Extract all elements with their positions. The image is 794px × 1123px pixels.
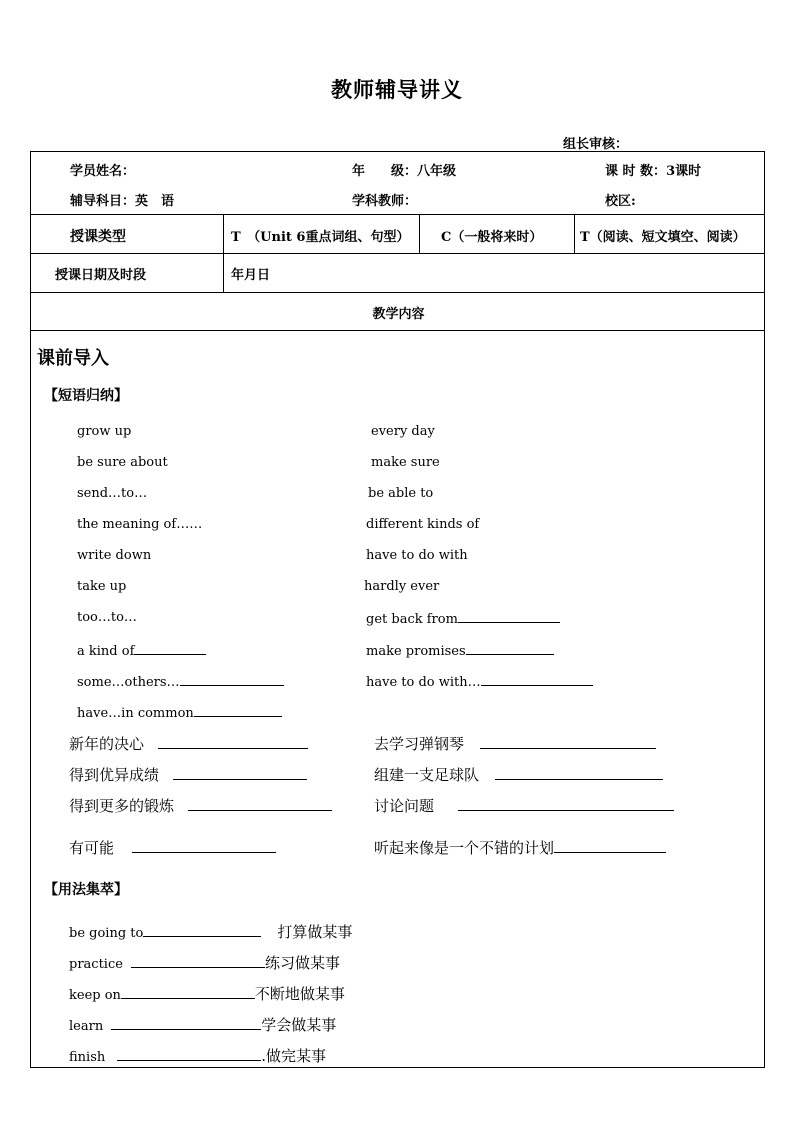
answer-blank[interactable] (132, 840, 276, 853)
row-divider (31, 253, 764, 254)
usage-cn: 学会做某事 (261, 1016, 337, 1034)
answer-blank[interactable] (134, 642, 206, 655)
lesson-type-c: C（一般将来时） (441, 230, 543, 245)
answer-blank[interactable] (194, 704, 282, 717)
translation-text: 讨论问题 (374, 797, 435, 815)
row-divider (31, 292, 764, 293)
translation-item (69, 837, 276, 858)
phrase-item: make sure (371, 455, 440, 470)
section-title: 课前导入 (37, 348, 109, 369)
column-divider (223, 214, 224, 292)
subject-field (70, 190, 174, 209)
usage-header: 【用法集萃】 (44, 882, 128, 898)
phrase-item: send…to… (77, 486, 148, 501)
content-header: 教学内容 (372, 307, 425, 322)
usage-item (69, 983, 345, 1004)
answer-blank[interactable] (458, 798, 674, 811)
answer-blank[interactable] (131, 955, 265, 968)
translation-text: 新年的决心 (69, 735, 145, 753)
row-divider (31, 330, 764, 331)
translation-item (374, 733, 656, 754)
phrase-item-with-blank (366, 610, 560, 627)
usage-item (69, 1014, 336, 1035)
answer-blank[interactable] (158, 736, 308, 749)
lesson-date-label: 授课日期及时段 (55, 268, 147, 283)
lesson-date-value: 年月日 (231, 268, 271, 283)
usage-item (69, 952, 340, 973)
translation-text: 得到更多的锻炼 (69, 797, 175, 815)
campus-label: 校区: (605, 194, 636, 209)
lesson-type-t1: T （Unit 6重点词组、句型） (231, 230, 410, 245)
answer-blank[interactable] (188, 798, 332, 811)
translation-text: 去学习弹钢琴 (374, 735, 465, 753)
phrases-header: 【短语归纳】 (44, 388, 128, 404)
phrase-item: some…others… (77, 675, 180, 690)
translation-item (69, 764, 307, 785)
phrase-item: get back from (366, 612, 458, 627)
answer-blank[interactable] (466, 642, 554, 655)
usage-cn: 练习做某事 (264, 954, 340, 972)
phrase-item-with-blank (366, 642, 554, 659)
translation-item (374, 795, 674, 816)
usage-en: learn (69, 1019, 104, 1034)
phrase-item: be able to (368, 486, 434, 501)
translation-text: 听起来像是一个不错的计划 (374, 839, 555, 857)
translation-text: 有可能 (69, 839, 115, 857)
usage-cn: 不断地做某事 (254, 985, 345, 1003)
translation-item (374, 764, 663, 785)
answer-blank[interactable] (495, 767, 663, 780)
teacher-label: 学科教师： (352, 194, 418, 209)
usage-item (69, 1045, 326, 1066)
usage-en: finish (69, 1050, 106, 1065)
usage-en: be going to (69, 926, 144, 941)
hours-label: 课 时 数： (605, 164, 667, 179)
answer-blank[interactable] (481, 673, 593, 686)
row-divider (31, 214, 764, 215)
answer-blank[interactable] (173, 767, 307, 780)
grade-value: 八年级 (417, 164, 457, 179)
grade-field (352, 160, 456, 179)
lesson-type-label: 授课类型 (70, 229, 126, 245)
answer-blank[interactable] (458, 610, 560, 623)
usage-en: practice (69, 957, 123, 972)
answer-blank[interactable] (143, 924, 261, 937)
phrase-item: too…to… (77, 610, 137, 625)
page-title: 教师辅导讲义 (331, 77, 463, 102)
answer-blank[interactable] (180, 673, 284, 686)
column-divider (574, 214, 575, 253)
phrase-item: hardly ever (364, 579, 440, 594)
usage-en: keep on (69, 988, 121, 1003)
answer-blank[interactable] (111, 1017, 261, 1030)
phrase-item-with-blank (366, 673, 593, 690)
phrase-item: grow up (77, 424, 132, 439)
phrase-item: have…in common (77, 706, 194, 721)
translation-item (374, 837, 666, 858)
phrase-item: different kinds of (366, 517, 480, 532)
usage-cn: 打算做某事 (277, 923, 353, 941)
subject-value: 英 语 (135, 194, 175, 209)
phrase-item: have to do with (366, 548, 468, 563)
answer-blank[interactable] (121, 986, 255, 999)
phrase-item: a kind of (77, 644, 135, 659)
column-divider (419, 214, 420, 253)
translation-item (69, 795, 332, 816)
phrase-item: have to do with… (366, 675, 481, 690)
reviewer-label: 组长审核： (563, 137, 629, 152)
phrase-item: make promises (366, 644, 466, 659)
phrase-item: write down (77, 548, 152, 563)
phrase-item-with-blank (77, 642, 206, 659)
phrase-item: every day (371, 424, 435, 439)
student-name-label: 学员姓名： (70, 164, 136, 179)
lecture-table (30, 151, 765, 1068)
phrase-item-with-blank (77, 673, 284, 690)
phrase-item: take up (77, 579, 127, 594)
translation-item (69, 733, 308, 754)
phrase-item-with-blank (77, 704, 282, 721)
phrase-item: be sure about (77, 455, 168, 470)
answer-blank[interactable] (554, 840, 666, 853)
hours-field (605, 160, 701, 179)
answer-blank[interactable] (480, 736, 656, 749)
usage-item (69, 921, 352, 942)
phrase-item: the meaning of…… (77, 517, 203, 532)
subject-label: 辅导科目： (70, 194, 136, 209)
answer-blank[interactable] (117, 1048, 261, 1061)
grade-label: 年 级： (352, 164, 418, 179)
translation-text: 得到优异成绩 (69, 766, 160, 784)
translation-text: 组建一支足球队 (374, 766, 480, 784)
lesson-type-t2: T（阅读、短文填空、阅读） (580, 230, 746, 245)
hours-value: 3课时 (666, 164, 702, 179)
usage-cn: .做完某事 (261, 1047, 327, 1065)
